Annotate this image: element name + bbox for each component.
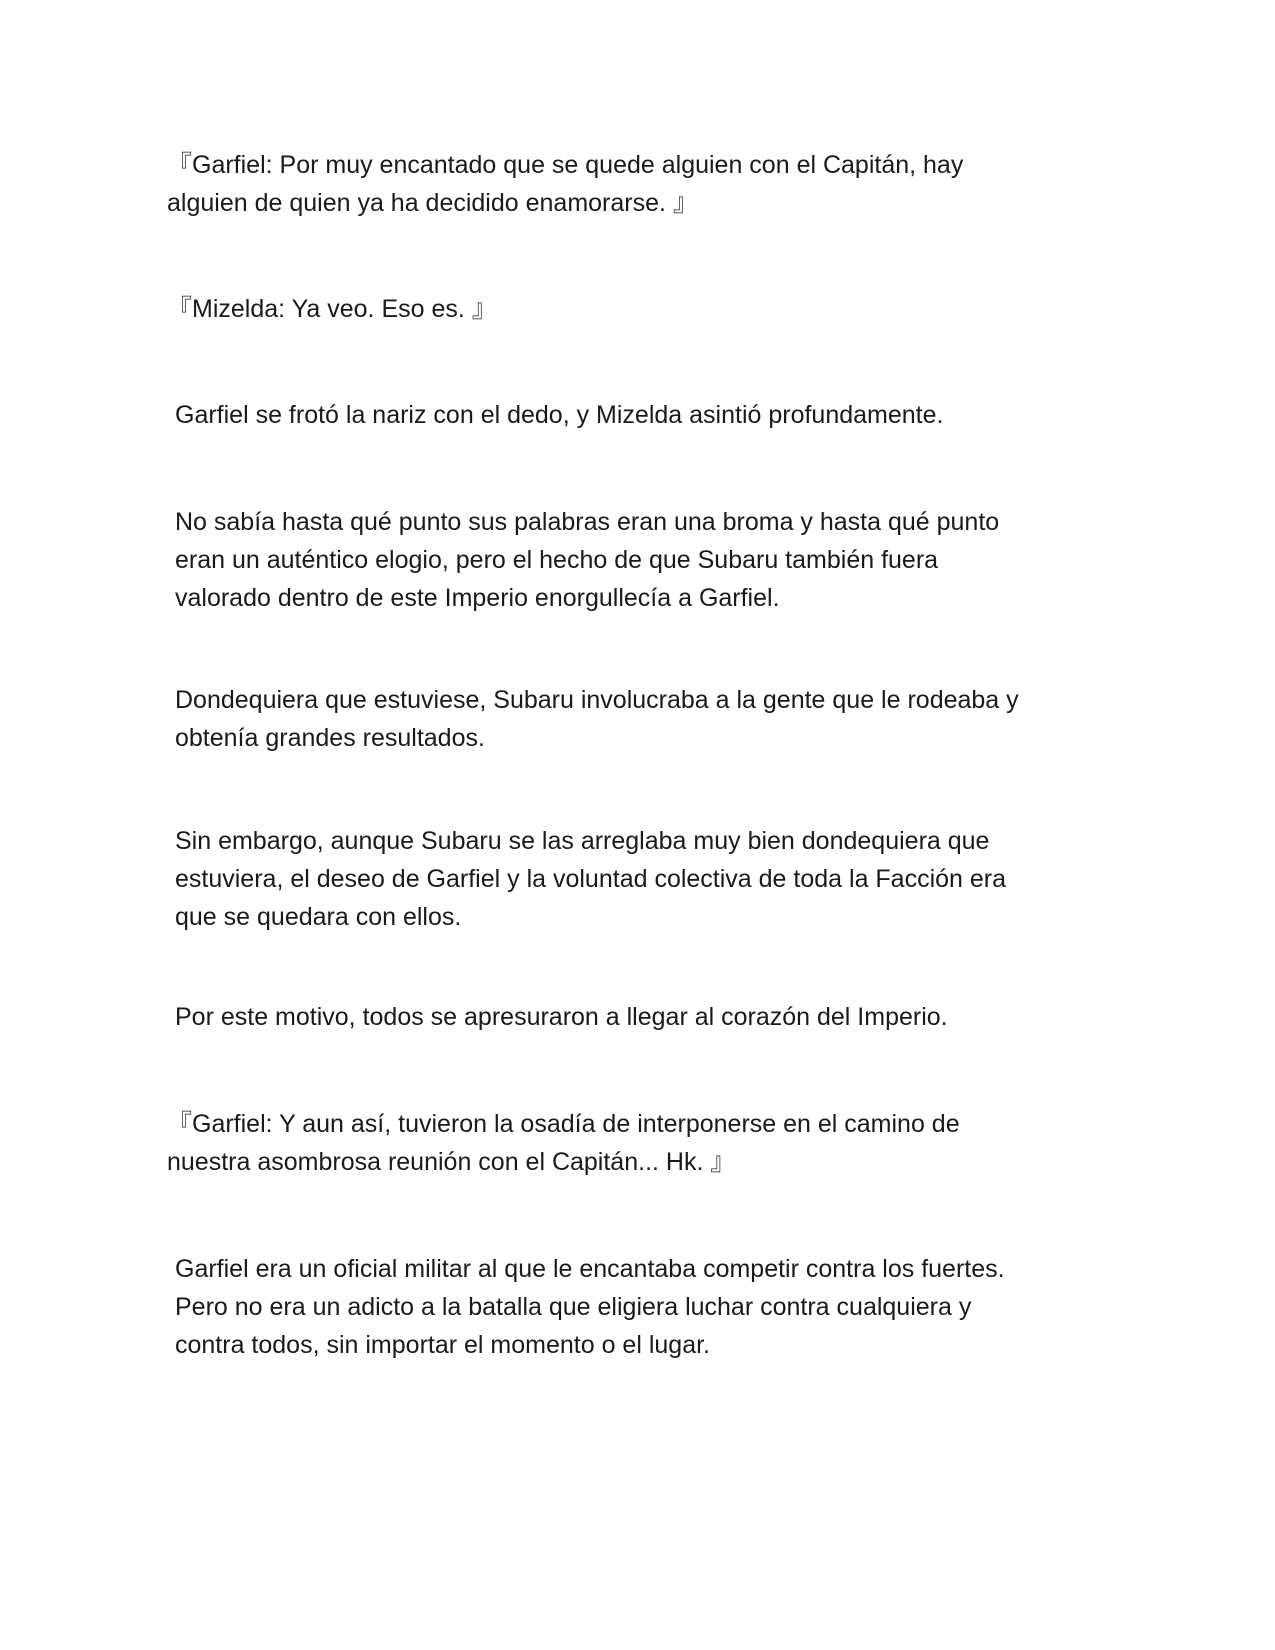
text-line: 『Garfiel: Por muy encantado que se quede alguien con el Capitán, hay: [167, 151, 964, 179]
paragraph-mizelda-dialogue: [167, 290, 1067, 328]
paragraph-narration-5: [175, 998, 1075, 1036]
text-line: 『Garfiel: Y aun así, tuvieron la osadía de interponerse en el camino de: [167, 1110, 960, 1138]
text-line: Por este motivo, todos se apresuraron a llegar al corazón del Imperio.: [175, 1003, 948, 1031]
paragraph-narration-6: [175, 1250, 1075, 1364]
text-line: obtenía grandes resultados.: [175, 724, 485, 752]
text-line: que se quedara con ellos.: [175, 903, 462, 931]
text-line: estuviera, el deseo de Garfiel y la voluntad colectiva de toda la Facción era: [175, 865, 1007, 893]
paragraph-garfiel-dialogue-2: [167, 1105, 1067, 1181]
paragraph-narration-1: [175, 396, 1075, 434]
text-line: Sin embargo, aunque Subaru se las arreglaba muy bien dondequiera que: [175, 827, 990, 855]
text-line: alguien de quien ya ha decidido enamorarse. 』: [167, 189, 698, 217]
paragraph-narration-4: [175, 822, 1075, 936]
text-line: Garfiel se frotó la nariz con el dedo, y Mizelda asintió profundamente.: [175, 401, 944, 429]
text-line: eran un auténtico elogio, pero el hecho de que Subaru también fuera: [175, 546, 939, 574]
text-line: Garfiel era un oficial militar al que le encantaba competir contra los fuertes.: [175, 1255, 1005, 1283]
paragraph-narration-2: [175, 503, 1075, 617]
text-line: contra todos, sin importar el momento o el lugar.: [175, 1331, 710, 1359]
text-line: 『Mizelda: Ya veo. Eso es. 』: [167, 295, 497, 323]
text-line: No sabía hasta qué punto sus palabras eran una broma y hasta qué punto: [175, 508, 1000, 536]
text-line: Dondequiera que estuviese, Subaru involucraba a la gente que le rodeaba y: [175, 686, 1019, 714]
paragraph-narration-3: [175, 681, 1075, 757]
text-line: Pero no era un adicto a la batalla que eligiera luchar contra cualquiera y: [175, 1293, 972, 1321]
text-line: nuestra asombrosa reunión con el Capitán... Hk. 』: [167, 1148, 736, 1176]
text-line: valorado dentro de este Imperio enorgullecía a Garfiel.: [175, 584, 780, 612]
paragraph-garfiel-dialogue-1: [167, 146, 1067, 222]
